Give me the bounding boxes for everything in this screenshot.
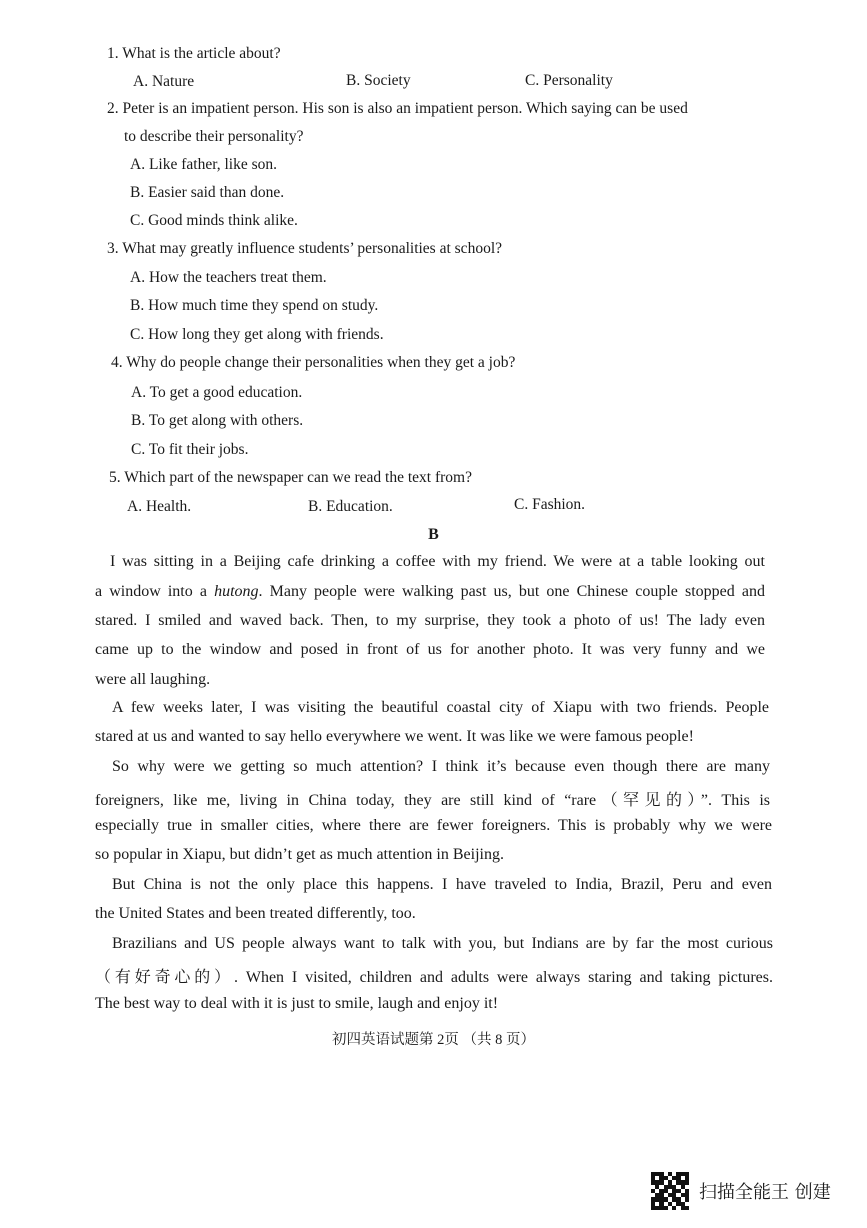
italic-term: hutong (214, 583, 259, 600)
option: B. Education. (308, 498, 393, 515)
question-text: Which part of the newspaper can we read the text from? (124, 469, 472, 486)
passage-line: especially true in smaller cities, where there are fewer foreigners. This is probably why we were (95, 817, 772, 834)
option: C. To fit their jobs. (131, 441, 249, 458)
question-1 (107, 45, 281, 63)
question-5 (109, 469, 472, 487)
question-2 (107, 100, 688, 118)
passage-line: But China is not the only place this happens. I have traveled to India, Brazil, Peru and even (112, 876, 772, 893)
passage-line: I was sitting in a Beijing cafe drinking a coffee with my friend. We were at a table looking out (110, 553, 765, 570)
passage-line: were all laughing. (95, 671, 211, 688)
option: B. Society (346, 72, 411, 89)
option: A. Like father, like son. (130, 156, 278, 173)
option: C. Personality (525, 72, 613, 89)
question-number: 1. (107, 45, 119, 62)
watermark-text: 扫描全能王 创建 (699, 1182, 831, 1203)
question-text: Why do people change their personalities when they get a job? (126, 354, 516, 371)
question-number: 2. (107, 100, 119, 117)
passage-line: so popular in Xiapu, but didn’t get as much attention in Beijing. (95, 846, 504, 863)
passage-line: stared at us and wanted to say hello everywhere we went. It was like we were famous people! (95, 728, 694, 745)
page-footer: 初四英语试题第 2页 （共 8 页） (332, 1032, 535, 1048)
passage-line (95, 583, 765, 601)
option: C. Fashion. (514, 496, 586, 513)
passage-text: . Many people were walking past us, but one Chinese couple stopped and (258, 583, 765, 600)
scanner-watermark (651, 1172, 831, 1210)
question-number: 5. (109, 469, 121, 486)
question-number: 4. (111, 354, 123, 371)
question-3 (107, 240, 502, 258)
option: B. How much time they spend on study. (130, 297, 379, 314)
option: A. How the teachers treat them. (130, 269, 327, 286)
option: B. Easier said than done. (130, 184, 285, 201)
question-4 (111, 354, 515, 372)
passage-line: （有好奇心的）. When I visited, children and adults were always staring and taking pictures. (95, 969, 773, 986)
option: C. Good minds think alike. (130, 212, 298, 229)
passage-line: foreigners, like me, living in China today, they are still kind of “rare（罕见的）”. This is (95, 792, 770, 809)
passage-line: stared. I smiled and waved back. Then, to my surprise, they took a photo of us! The lady even (95, 612, 765, 629)
passage-text: a window into a (95, 583, 215, 600)
question-text: What is the article about? (122, 45, 281, 62)
passage-line: So why were we getting so much attention? I think it’s because even though there are many (112, 758, 770, 775)
option: A. Health. (127, 498, 192, 515)
qr-code-icon (651, 1172, 689, 1210)
option: A. To get a good education. (131, 384, 303, 401)
passage-line: the United States and been treated differently, too. (95, 905, 416, 922)
option: A. Nature (133, 73, 195, 90)
option: B. To get along with others. (131, 412, 304, 429)
section-heading: B (428, 526, 439, 543)
question-text: Peter is an impatient person. His son is also an impatient person. Which saying can be used (122, 100, 688, 117)
question-text-continued: to describe their personality? (124, 128, 304, 145)
question-text: What may greatly influence students’ personalities at school? (122, 240, 502, 257)
passage-line: Brazilians and US people always want to talk with you, but Indians are by far the most curious (112, 935, 773, 952)
passage-line: came up to the window and posed in front of us for another photo. It was very funny and we (95, 641, 765, 658)
passage-line: A few weeks later, I was visiting the beautiful coastal city of Xiapu with two friends. People (112, 699, 769, 716)
question-number: 3. (107, 240, 119, 257)
option: C. How long they get along with friends. (130, 326, 384, 343)
passage-line: The best way to deal with it is just to smile, laugh and enjoy it! (95, 995, 499, 1012)
